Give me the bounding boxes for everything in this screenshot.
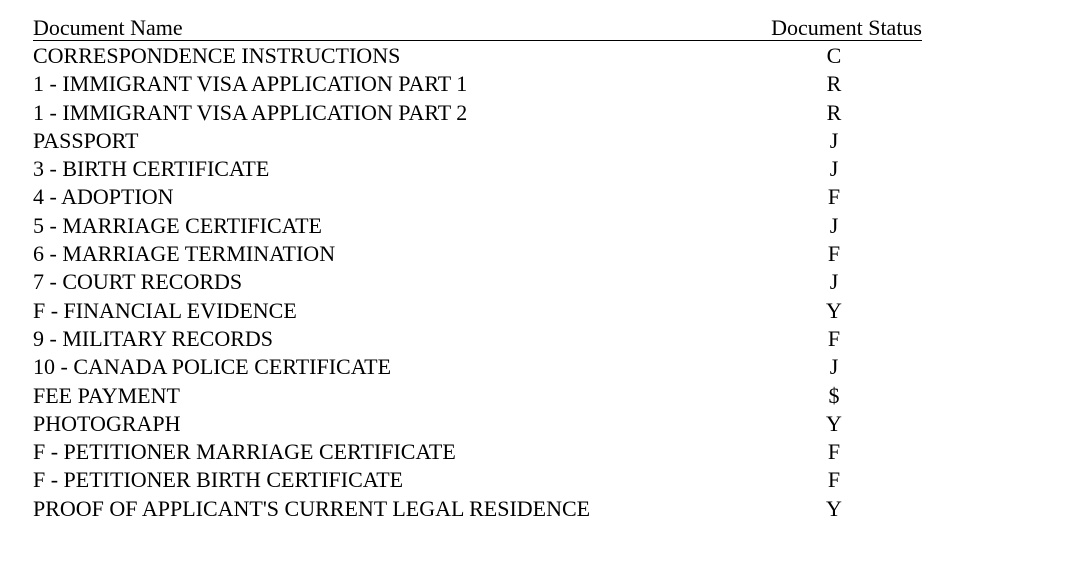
table-row: [33, 352, 922, 380]
table-header: [33, 14, 922, 41]
document-status-cell: F: [827, 325, 841, 351]
document-status-cell: J: [829, 127, 839, 153]
table-row: [33, 494, 922, 522]
table-row: [33, 296, 922, 324]
column-header-document-status: Document Status: [771, 15, 922, 40]
document-name-cell: PASSPORT: [33, 127, 139, 153]
document-status-cell: Y: [826, 297, 842, 323]
table-row: [33, 324, 922, 352]
document-status-cell: Y: [826, 410, 842, 436]
document-name-cell: F - PETITIONER BIRTH CERTIFICATE: [33, 467, 404, 493]
document-name-cell: 1 - IMMIGRANT VISA APPLICATION PART 1: [33, 71, 468, 97]
document-name-cell: 4 - ADOPTION: [33, 184, 174, 210]
document-name-cell: 6 - MARRIAGE TERMINATION: [33, 241, 336, 267]
document-status-cell: C: [826, 43, 842, 68]
document-status-cell: F: [827, 467, 841, 493]
document-name-cell: CORRESPONDENCE INSTRUCTIONS: [33, 43, 401, 68]
table-row: [33, 465, 922, 493]
table-row: [33, 69, 922, 97]
document-name-cell: 3 - BIRTH CERTIFICATE: [33, 156, 270, 182]
table-row: [33, 437, 922, 465]
document-status-cell: J: [829, 354, 839, 380]
table-row: [33, 41, 922, 69]
table-row: [33, 409, 922, 437]
document-status-cell: J: [829, 212, 839, 238]
document-name-cell: 5 - MARRIAGE CERTIFICATE: [33, 212, 322, 238]
document-name-cell: PHOTOGRAPH: [33, 410, 181, 436]
document-status-cell: Y: [826, 495, 842, 521]
table-body: [33, 41, 922, 522]
document-name-cell: 9 - MILITARY RECORDS: [33, 325, 274, 351]
table-row: [33, 182, 922, 210]
table-row: [33, 126, 922, 154]
document-name-cell: F - PETITIONER MARRIAGE CERTIFICATE: [33, 439, 456, 465]
document-name-cell: FEE PAYMENT: [33, 382, 180, 408]
table-row: [33, 211, 922, 239]
document-name-cell: 1 - IMMIGRANT VISA APPLICATION PART 2: [33, 99, 468, 125]
document-name-cell: PROOF OF APPLICANT'S CURRENT LEGAL RESIDENCE: [33, 495, 591, 521]
document-name-cell: 7 - COURT RECORDS: [33, 269, 243, 295]
table-row: [33, 239, 922, 267]
document-status-cell: F: [827, 439, 841, 465]
document-status-cell: J: [829, 269, 839, 295]
document-status-cell: $: [828, 382, 840, 408]
document-status-cell: F: [827, 184, 841, 210]
table-row: [33, 381, 922, 409]
table-row: [33, 267, 922, 295]
document-status-table: [33, 14, 922, 522]
document-status-cell: R: [826, 71, 842, 97]
document-status-cell: F: [827, 241, 841, 267]
document-status-cell: J: [829, 156, 839, 182]
document-name-cell: 10 - CANADA POLICE CERTIFICATE: [33, 354, 392, 380]
document-status-cell: R: [826, 99, 842, 125]
document-name-cell: F - FINANCIAL EVIDENCE: [33, 297, 297, 323]
table-row: [33, 154, 922, 182]
table-row: [33, 98, 922, 126]
column-header-document-name: Document Name: [33, 15, 183, 40]
